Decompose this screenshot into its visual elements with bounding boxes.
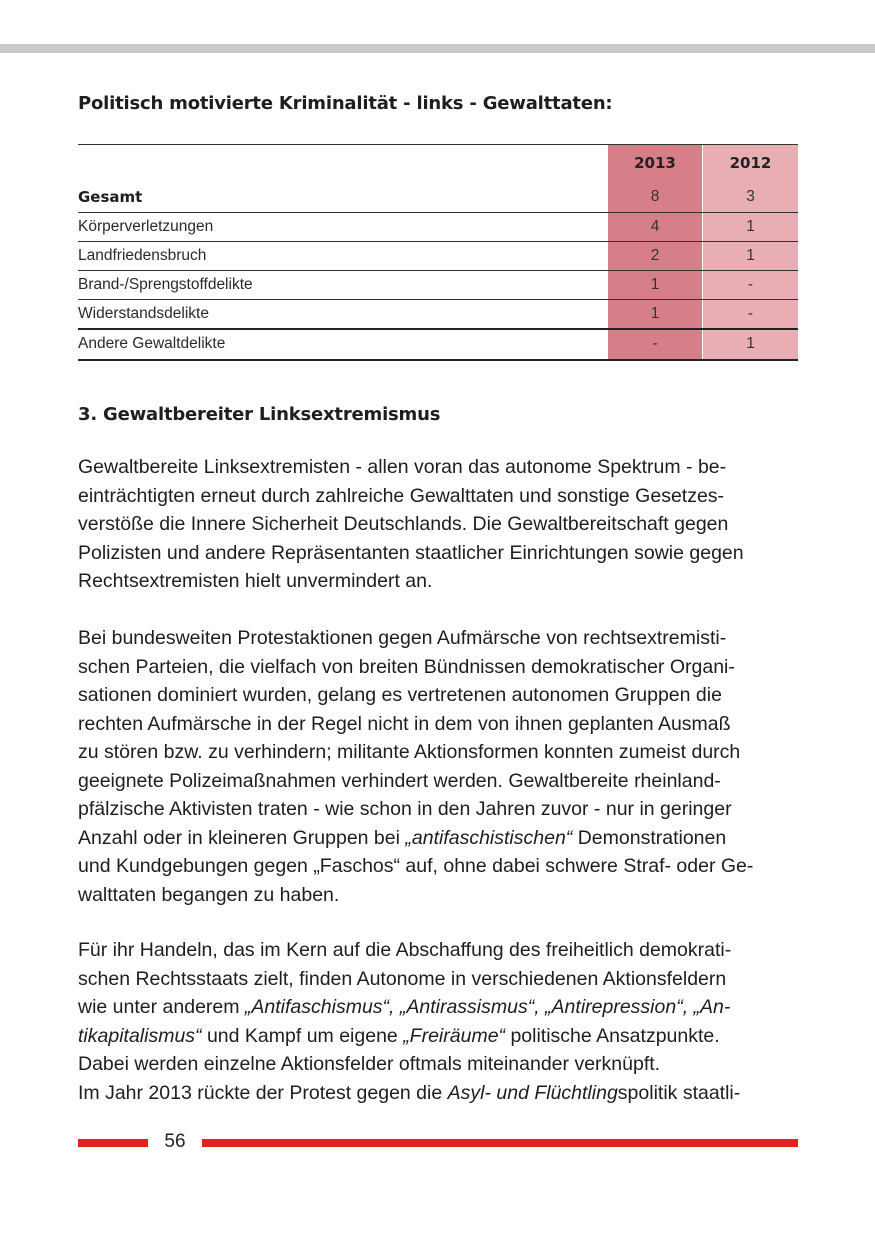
text-line <box>78 1079 798 1108</box>
row-label: Widerstandsdelikte <box>78 305 209 322</box>
text-line: einträchtigten erneut durch zahlreiche Gewalttaten und sonstige Gesetzes- <box>78 484 725 507</box>
top-gray-bar <box>0 44 875 53</box>
text-run: politische Ansatzpunkte. <box>505 1024 720 1047</box>
text-line: Rechtsextremisten hielt unvermindert an. <box>78 570 433 592</box>
text-run: spolitik staatli- <box>617 1081 741 1104</box>
text-line: schen Rechtsstaats zielt, finden Autonome in verschiedenen Aktionsfeldern <box>78 967 727 990</box>
value-2013: 2 <box>650 247 660 264</box>
text-run: Anzahl oder in kleineren Gruppen bei <box>78 826 406 849</box>
table-title: Politisch motivierte Kriminalität - links - Gewalttaten: <box>78 93 613 114</box>
column-header-2013: 2013 <box>634 154 676 172</box>
text-line: verstöße die Innere Sicherheit Deutschlands. Die Gewaltbereitschaft gegen <box>78 513 729 535</box>
italic-term: „antifaschistischen“ <box>405 826 573 849</box>
table-bottom-rule <box>78 359 798 361</box>
table-row <box>78 242 798 270</box>
text-line: geeignete Polizeimaßnahmen verhindert werden. Gewaltbereite rheinland- <box>78 769 721 792</box>
table-row <box>78 300 798 328</box>
italic-term: Asyl- und Flüchtling <box>447 1081 618 1104</box>
text-line: Dabei werden einzelne Aktionsfelder oftmals miteinander verknüpft. <box>78 1053 661 1075</box>
table-row <box>78 271 798 299</box>
value-2013: 8 <box>650 188 660 205</box>
paragraph-1 <box>78 453 798 596</box>
text-run: wie unter anderem <box>78 996 245 1018</box>
row-label: Körperverletzungen <box>78 218 214 235</box>
text-line: rechten Aufmärsche in der Regel nicht in dem von ihnen geplanten Ausmaß <box>78 712 731 735</box>
column-header-2012: 2012 <box>729 154 772 172</box>
value-2013: 1 <box>650 276 660 293</box>
value-2012: 1 <box>746 247 755 264</box>
value-2013: 4 <box>650 218 660 235</box>
text-line <box>78 1022 798 1051</box>
value-2012: 1 <box>746 335 755 352</box>
text-line: Polizisten und andere Repräsentanten staatlicher Einrichtungen sowie gegen <box>78 541 744 564</box>
text-run: Im Jahr 2013 rückte der Protest gegen die <box>78 1081 448 1104</box>
value-2012: - <box>747 305 754 322</box>
text-line: sationen dominiert wurden, gelang es vertretenen autonomen Gruppen die <box>78 684 722 706</box>
footer-left-accent-bar <box>78 1139 148 1147</box>
text-line: Bei bundesweiten Protestaktionen gegen Aufmärsche von rechtsextremisti- <box>78 627 727 649</box>
value-2012: - <box>747 276 754 293</box>
italic-term: tikapitalismus“ <box>78 1024 202 1047</box>
paragraph-2 <box>78 624 798 909</box>
text-line <box>78 824 798 853</box>
row-label: Andere Gewaltdelikte <box>78 335 226 352</box>
value-2013: - <box>652 335 658 352</box>
section-heading: 3. Gewaltbereiter Linksextremismus <box>78 404 441 425</box>
text-line <box>78 993 798 1022</box>
row-label: Brand-/Sprengstoffdelikte <box>78 276 253 293</box>
table-row-total <box>78 183 798 211</box>
text-line: zu stören bzw. zu verhindern; militante Aktionsformen konnten zumeist durch <box>78 741 741 763</box>
value-2013: 1 <box>650 305 660 322</box>
text-run: und Kampf um eigene <box>201 1024 404 1047</box>
value-2012: 3 <box>746 188 755 205</box>
paragraph-3 <box>78 936 798 1107</box>
table-row <box>78 330 798 358</box>
italic-term: „Antifaschismus“, „Antirassismus“, „Antirepression“, „An- <box>244 996 731 1018</box>
table-top-rule <box>78 144 798 145</box>
row-label: Gesamt <box>78 188 143 206</box>
table-row <box>78 213 798 241</box>
value-2012: 1 <box>746 218 755 235</box>
page-number: 56 <box>164 1131 186 1152</box>
text-line: walttaten begangen zu haben. <box>78 883 340 906</box>
text-line: Für ihr Handeln, das im Kern auf die Abschaffung des freiheitlich demokrati- <box>78 939 732 961</box>
text-line: Gewaltbereite Linksextremisten - allen voran das autonome Spektrum - be- <box>78 456 727 478</box>
text-line: schen Parteien, die vielfach von breiten Bündnissen demokratischer Organi- <box>78 655 735 678</box>
text-run: Demonstrationen <box>572 826 727 849</box>
row-label: Landfriedensbruch <box>78 247 207 264</box>
footer-right-accent-bar <box>202 1139 798 1147</box>
text-line: und Kundgebungen gegen „Faschos“ auf, ohne dabei schwere Straf- oder Ge- <box>78 855 754 877</box>
italic-term: „Freiräume“ <box>403 1024 506 1047</box>
text-line: pfälzische Aktivisten traten - wie schon in den Jahren zuvor - nur in geringer <box>78 798 732 820</box>
